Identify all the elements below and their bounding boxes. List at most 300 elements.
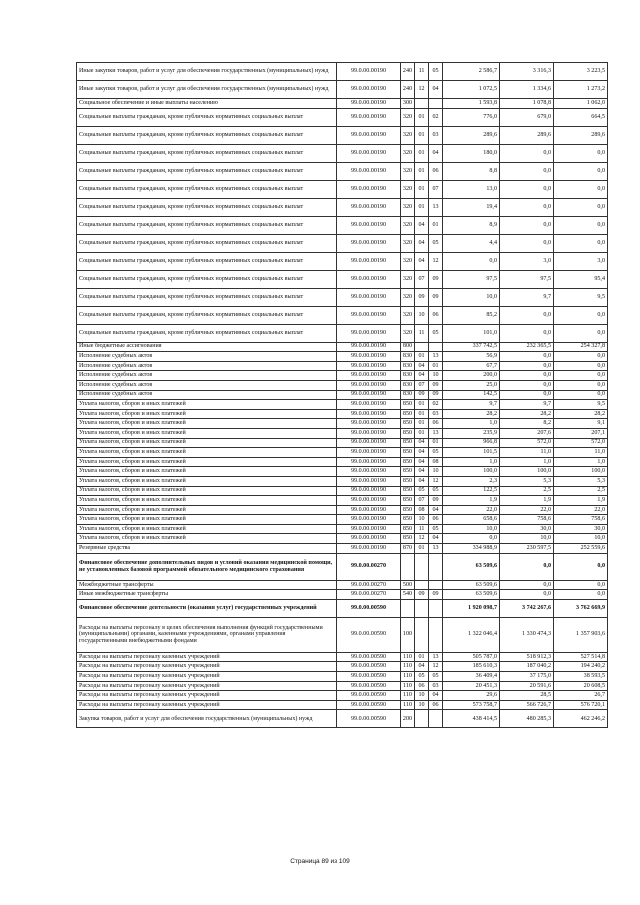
row-rz-cell: 04 [415,467,429,477]
row-value-2-cell: 0,0 [500,198,554,216]
row-name-cell: Уплата налогов, сборов и иных платежей [77,448,337,458]
row-value-1-cell: 2 586,7 [443,63,500,81]
table-row [77,544,608,554]
row-csr-cell: 99.0.00.00190 [337,361,401,371]
row-name-cell: Расходы на выплаты персоналу казенных учреждений [77,691,337,701]
row-value-1-cell: 1,9 [443,496,500,506]
row-rz-cell: 01 [415,126,429,144]
table-row [77,409,608,419]
row-csr-cell: 99.0.00.00190 [337,126,401,144]
row-value-1-cell: 658,6 [443,515,500,525]
row-value-2-cell: 11,0 [500,448,554,458]
table-row [77,710,608,728]
row-value-3-cell: 1,0 [554,457,608,467]
table-row [77,419,608,429]
row-rz-cell: 01 [415,108,429,126]
row-pr-cell: 01 [429,438,443,448]
row-value-2-cell: 5,3 [500,476,554,486]
row-value-3-cell: 1 357 903,6 [554,617,608,652]
table-row [77,486,608,496]
row-name-cell: Исполнение судебных актов [77,361,337,371]
row-name-cell: Межбюджетные трансферты [77,580,337,590]
row-value-1-cell: 573 758,7 [443,700,500,710]
table-row [77,108,608,126]
row-value-1-cell: 10,0 [443,524,500,534]
table-row [77,580,608,590]
row-pr-cell: 09 [429,270,443,288]
row-pr-cell: 06 [429,162,443,180]
row-value-2-cell: 20 591,6 [500,681,554,691]
row-vr-cell: 850 [401,448,415,458]
table-row [77,553,608,580]
row-value-2-cell: 8,2 [500,419,554,429]
row-csr-cell: 99.0.00.00190 [337,457,401,467]
row-value-2-cell: 9,7 [500,288,554,306]
row-value-2-cell: 37 175,0 [500,672,554,682]
row-rz-cell: 10 [415,700,429,710]
row-value-2-cell: 480 285,3 [500,710,554,728]
row-value-1-cell: 25,0 [443,380,500,390]
row-value-3-cell: 0,0 [554,216,608,234]
row-value-1-cell: 8,9 [443,216,500,234]
row-csr-cell: 99.0.00.00190 [337,234,401,252]
row-name-cell: Уплата налогов, сборов и иных платежей [77,486,337,496]
row-pr-cell: 05 [429,234,443,252]
row-value-1-cell: 180,0 [443,144,500,162]
row-pr-cell: 10 [429,371,443,381]
row-csr-cell: 99.0.00.00190 [337,144,401,162]
row-pr-cell: 13 [429,652,443,662]
row-rz-cell: 01 [415,428,429,438]
row-value-3-cell: 1 062,0 [554,99,608,109]
row-value-1-cell: 200,0 [443,371,500,381]
row-vr-cell: 850 [401,476,415,486]
table-row [77,352,608,362]
row-value-1-cell: 966,8 [443,438,500,448]
row-rz-cell: 09 [415,390,429,400]
row-value-2-cell: 572,0 [500,438,554,448]
row-csr-cell: 99.0.00.00270 [337,580,401,590]
row-name-cell: Социальные выплаты гражданам, кроме публичных нормативных социальных выплат [77,252,337,270]
row-vr-cell: 870 [401,544,415,554]
row-value-2-cell: 0,0 [500,361,554,371]
row-rz-cell [415,599,429,617]
table-row [77,180,608,198]
row-value-3-cell: 22,0 [554,505,608,515]
row-rz-cell: 01 [415,198,429,216]
row-csr-cell: 99.0.00.00190 [337,515,401,525]
row-value-3-cell: 254 327,8 [554,342,608,352]
row-value-3-cell: 11,0 [554,448,608,458]
row-csr-cell: 99.0.00.00190 [337,99,401,109]
row-rz-cell: 04 [415,371,429,381]
row-name-cell: Уплата налогов, сборов и иных платежей [77,457,337,467]
table-row [77,380,608,390]
row-value-2-cell: 0,0 [500,180,554,198]
row-csr-cell: 99.0.00.00190 [337,63,401,81]
row-csr-cell: 99.0.00.00190 [337,270,401,288]
row-rz-cell: 10 [415,691,429,701]
row-csr-cell: 99.0.00.00270 [337,553,401,580]
row-name-cell: Уплата налогов, сборов и иных платежей [77,534,337,544]
row-value-2-cell: 3,0 [500,252,554,270]
row-pr-cell: 04 [429,505,443,515]
row-csr-cell: 99.0.00.00190 [337,252,401,270]
row-rz-cell: 04 [415,448,429,458]
row-name-cell: Закупка товаров, работ и услуг для обеспечения государственных (муниципальных) нужд [77,710,337,728]
row-value-1-cell: 63 509,6 [443,590,500,600]
row-value-1-cell: 438 414,5 [443,710,500,728]
row-value-1-cell: 776,0 [443,108,500,126]
row-value-2-cell: 187 040,2 [500,662,554,672]
row-rz-cell: 04 [415,234,429,252]
row-csr-cell: 99.0.00.00190 [337,544,401,554]
row-value-3-cell: 0,0 [554,553,608,580]
row-vr-cell: 320 [401,198,415,216]
row-value-2-cell: 0,0 [500,162,554,180]
row-pr-cell: 13 [429,544,443,554]
row-value-3-cell: 462 246,2 [554,710,608,728]
row-name-cell: Исполнение судебных актов [77,390,337,400]
row-rz-cell [415,342,429,352]
row-value-3-cell: 0,0 [554,234,608,252]
row-pr-cell: 05 [429,486,443,496]
row-vr-cell: 320 [401,180,415,198]
row-value-3-cell: 1 273,2 [554,81,608,99]
row-value-3-cell: 95,4 [554,270,608,288]
row-value-2-cell: 3 316,3 [500,63,554,81]
row-vr-cell: 800 [401,342,415,352]
row-rz-cell: 07 [415,496,429,506]
table-row [77,252,608,270]
row-rz-cell: 04 [415,457,429,467]
row-pr-cell: 02 [429,400,443,410]
row-pr-cell: 13 [429,352,443,362]
row-value-2-cell: 0,0 [500,324,554,342]
row-name-cell: Исполнение судебных актов [77,380,337,390]
row-value-1-cell: 10,0 [443,288,500,306]
row-value-3-cell: 0,0 [554,306,608,324]
row-csr-cell: 99.0.00.00190 [337,505,401,515]
row-value-2-cell: 3 742 267,6 [500,599,554,617]
budget-table [76,62,608,728]
row-vr-cell: 320 [401,288,415,306]
table-row [77,524,608,534]
row-rz-cell: 04 [415,662,429,672]
row-pr-cell: 09 [429,496,443,506]
row-value-3-cell: 28,2 [554,409,608,419]
row-pr-cell [429,580,443,590]
table-row [77,691,608,701]
row-value-1-cell: 63 509,6 [443,580,500,590]
row-pr-cell: 02 [429,108,443,126]
row-vr-cell: 850 [401,457,415,467]
row-pr-cell: 13 [429,198,443,216]
row-value-3-cell: 0,0 [554,590,608,600]
row-rz-cell: 01 [415,352,429,362]
row-name-cell: Иные закупки товаров, работ и услуг для обеспечения государственных (муниципальных) нужд [77,81,337,99]
table-row [77,216,608,234]
row-value-1-cell: 56,9 [443,352,500,362]
row-value-2-cell: 0,0 [500,216,554,234]
row-pr-cell: 09 [429,390,443,400]
row-rz-cell: 04 [415,476,429,486]
row-value-2-cell: 1,9 [500,496,554,506]
row-pr-cell: 12 [429,476,443,486]
row-rz-cell: 11 [415,524,429,534]
row-vr-cell: 850 [401,515,415,525]
row-vr-cell: 850 [401,534,415,544]
row-vr-cell: 110 [401,700,415,710]
row-csr-cell: 99.0.00.00190 [337,448,401,458]
row-value-3-cell: 1,9 [554,496,608,506]
row-value-1-cell: 67,7 [443,361,500,371]
row-value-1-cell: 142,5 [443,390,500,400]
row-name-cell: Расходы на выплаты персоналу казенных учреждений [77,681,337,691]
row-csr-cell: 99.0.00.00590 [337,691,401,701]
row-csr-cell: 99.0.00.00590 [337,672,401,682]
row-csr-cell: 99.0.00.00190 [337,419,401,429]
row-csr-cell: 99.0.00.00190 [337,371,401,381]
row-csr-cell: 99.0.00.00190 [337,288,401,306]
row-value-2-cell: 0,0 [500,352,554,362]
table-row [77,534,608,544]
table-row [77,198,608,216]
row-name-cell: Уплата налогов, сборов и иных платежей [77,476,337,486]
row-value-3-cell: 758,6 [554,515,608,525]
row-value-1-cell: 1,0 [443,419,500,429]
row-rz-cell [415,553,429,580]
row-csr-cell: 99.0.00.00190 [337,400,401,410]
row-pr-cell: 05 [429,672,443,682]
row-value-1-cell: 28,2 [443,409,500,419]
table-row [77,662,608,672]
row-csr-cell: 99.0.00.00590 [337,700,401,710]
table-row [77,371,608,381]
row-vr-cell: 850 [401,505,415,515]
row-name-cell: Социальные выплаты гражданам, кроме публичных нормативных социальных выплат [77,198,337,216]
row-rz-cell: 04 [415,216,429,234]
row-csr-cell: 99.0.00.00590 [337,681,401,691]
row-value-2-cell: 0,0 [500,380,554,390]
row-pr-cell: 06 [429,515,443,525]
row-csr-cell: 99.0.00.00190 [337,438,401,448]
table-row [77,81,608,99]
row-value-3-cell: 664,5 [554,108,608,126]
row-value-3-cell: 0,0 [554,144,608,162]
row-value-2-cell: 679,0 [500,108,554,126]
row-value-3-cell: 9,1 [554,419,608,429]
row-name-cell: Расходы на выплаты персоналу казенных учреждений [77,700,337,710]
row-pr-cell: 07 [429,180,443,198]
row-value-3-cell: 0,0 [554,580,608,590]
table-row [77,672,608,682]
row-name-cell: Социальные выплаты гражданам, кроме публичных нормативных социальных выплат [77,270,337,288]
row-value-1-cell: 13,0 [443,180,500,198]
row-rz-cell [415,99,429,109]
row-value-2-cell: 97,5 [500,270,554,288]
row-name-cell: Социальные выплаты гражданам, кроме публичных нормативных социальных выплат [77,162,337,180]
row-vr-cell: 320 [401,252,415,270]
row-value-3-cell: 26,7 [554,691,608,701]
row-value-1-cell: 22,0 [443,505,500,515]
row-rz-cell: 07 [415,270,429,288]
row-rz-cell: 09 [415,288,429,306]
row-csr-cell: 99.0.00.00190 [337,380,401,390]
row-pr-cell: 03 [429,681,443,691]
row-value-3-cell: 527 514,8 [554,652,608,662]
table-row [77,438,608,448]
row-vr-cell: 850 [401,419,415,429]
row-value-3-cell: 572,0 [554,438,608,448]
row-value-3-cell: 5,3 [554,476,608,486]
row-vr-cell: 830 [401,371,415,381]
row-value-1-cell: 19,4 [443,198,500,216]
row-pr-cell: 05 [429,63,443,81]
row-value-1-cell: 4,4 [443,234,500,252]
table-row [77,599,608,617]
row-value-2-cell: 9,7 [500,400,554,410]
row-value-1-cell: 2,3 [443,476,500,486]
row-value-1-cell: 1 072,5 [443,81,500,99]
row-vr-cell [401,553,415,580]
row-rz-cell: 01 [415,180,429,198]
row-pr-cell: 10 [429,467,443,477]
row-value-3-cell: 252 559,6 [554,544,608,554]
row-vr-cell: 830 [401,361,415,371]
row-name-cell: Уплата налогов, сборов и иных платежей [77,428,337,438]
row-pr-cell: 04 [429,691,443,701]
row-name-cell: Исполнение судебных актов [77,371,337,381]
row-vr-cell: 850 [401,428,415,438]
row-value-2-cell: 1,0 [500,457,554,467]
row-vr-cell: 320 [401,270,415,288]
row-pr-cell [429,99,443,109]
row-value-2-cell: 207,6 [500,428,554,438]
row-csr-cell: 99.0.00.00190 [337,198,401,216]
row-name-cell: Социальные выплаты гражданам, кроме публичных нормативных социальных выплат [77,306,337,324]
row-name-cell: Социальные выплаты гражданам, кроме публичных нормативных социальных выплат [77,216,337,234]
row-rz-cell: 04 [415,361,429,371]
row-vr-cell: 110 [401,681,415,691]
table-body [77,63,608,728]
row-csr-cell: 99.0.00.00190 [337,180,401,198]
row-value-1-cell: 97,5 [443,270,500,288]
row-vr-cell: 850 [401,496,415,506]
row-name-cell: Уплата налогов, сборов и иных платежей [77,419,337,429]
row-vr-cell: 320 [401,126,415,144]
row-value-3-cell: 3 762 669,9 [554,599,608,617]
row-name-cell: Социальные выплаты гражданам, кроме публичных нормативных социальных выплат [77,288,337,306]
table-row [77,590,608,600]
row-name-cell: Финансовое обеспечение дополнительных видов и условий оказания медицинской помощи, не установленных базовой программой обязательного медицинского страхования [77,553,337,580]
row-value-2-cell: 289,6 [500,126,554,144]
row-value-3-cell: 30,0 [554,524,608,534]
row-vr-cell: 830 [401,352,415,362]
row-vr-cell: 850 [401,486,415,496]
row-vr-cell: 320 [401,306,415,324]
row-value-1-cell: 9,7 [443,400,500,410]
row-vr-cell: 320 [401,144,415,162]
row-csr-cell: 99.0.00.00190 [337,324,401,342]
table-row [77,144,608,162]
table-row [77,467,608,477]
row-value-1-cell: 100,0 [443,467,500,477]
row-vr-cell: 320 [401,162,415,180]
row-pr-cell: 01 [429,216,443,234]
row-vr-cell: 110 [401,662,415,672]
row-pr-cell: 09 [429,380,443,390]
row-value-2-cell: 30,0 [500,524,554,534]
row-pr-cell: 04 [429,81,443,99]
row-value-2-cell: 1 334,6 [500,81,554,99]
row-rz-cell: 01 [415,400,429,410]
row-name-cell: Уплата налогов, сборов и иных платежей [77,496,337,506]
row-csr-cell: 99.0.00.00190 [337,81,401,99]
row-csr-cell: 99.0.00.00190 [337,524,401,534]
table-row [77,63,608,81]
table-row [77,361,608,371]
row-csr-cell: 99.0.00.00590 [337,710,401,728]
row-name-cell: Уплата налогов, сборов и иных платежей [77,409,337,419]
table-row [77,681,608,691]
row-vr-cell: 320 [401,234,415,252]
row-value-3-cell: 207,1 [554,428,608,438]
row-vr-cell: 320 [401,324,415,342]
table-row [77,306,608,324]
row-value-3-cell: 194 240,2 [554,662,608,672]
row-pr-cell: 13 [429,428,443,438]
row-value-2-cell: 566 726,7 [500,700,554,710]
table-row [77,390,608,400]
table-row [77,652,608,662]
table-row [77,617,608,652]
row-csr-cell: 99.0.00.00190 [337,108,401,126]
row-csr-cell: 99.0.00.00190 [337,409,401,419]
row-vr-cell: 100 [401,617,415,652]
row-vr-cell: 320 [401,216,415,234]
row-rz-cell: 11 [415,63,429,81]
row-rz-cell: 01 [415,652,429,662]
table-row [77,99,608,109]
row-csr-cell: 99.0.00.00270 [337,590,401,600]
table-row [77,448,608,458]
row-value-3-cell: 0,0 [554,162,608,180]
row-csr-cell: 99.0.00.00190 [337,352,401,362]
budget-table-page [76,62,607,728]
table-row [77,288,608,306]
row-pr-cell: 01 [429,361,443,371]
row-csr-cell: 99.0.00.00590 [337,599,401,617]
row-value-3-cell: 0,0 [554,352,608,362]
row-pr-cell: 08 [429,457,443,467]
row-name-cell: Уплата налогов, сборов и иных платежей [77,524,337,534]
table-row [77,324,608,342]
row-pr-cell: 03 [429,126,443,144]
row-name-cell: Иные межбюджетные трансферты [77,590,337,600]
row-csr-cell: 99.0.00.00190 [337,216,401,234]
row-value-2-cell: 22,0 [500,505,554,515]
row-vr-cell: 110 [401,672,415,682]
row-value-3-cell: 0,0 [554,361,608,371]
row-value-2-cell: 0,0 [500,234,554,252]
row-vr-cell: 320 [401,108,415,126]
row-rz-cell: 09 [415,590,429,600]
table-row [77,476,608,486]
row-name-cell: Иные закупки товаров, работ и услуг для обеспечения государственных (муниципальных) нужд [77,63,337,81]
row-value-2-cell: 0,0 [500,580,554,590]
row-value-2-cell: 28,2 [500,409,554,419]
